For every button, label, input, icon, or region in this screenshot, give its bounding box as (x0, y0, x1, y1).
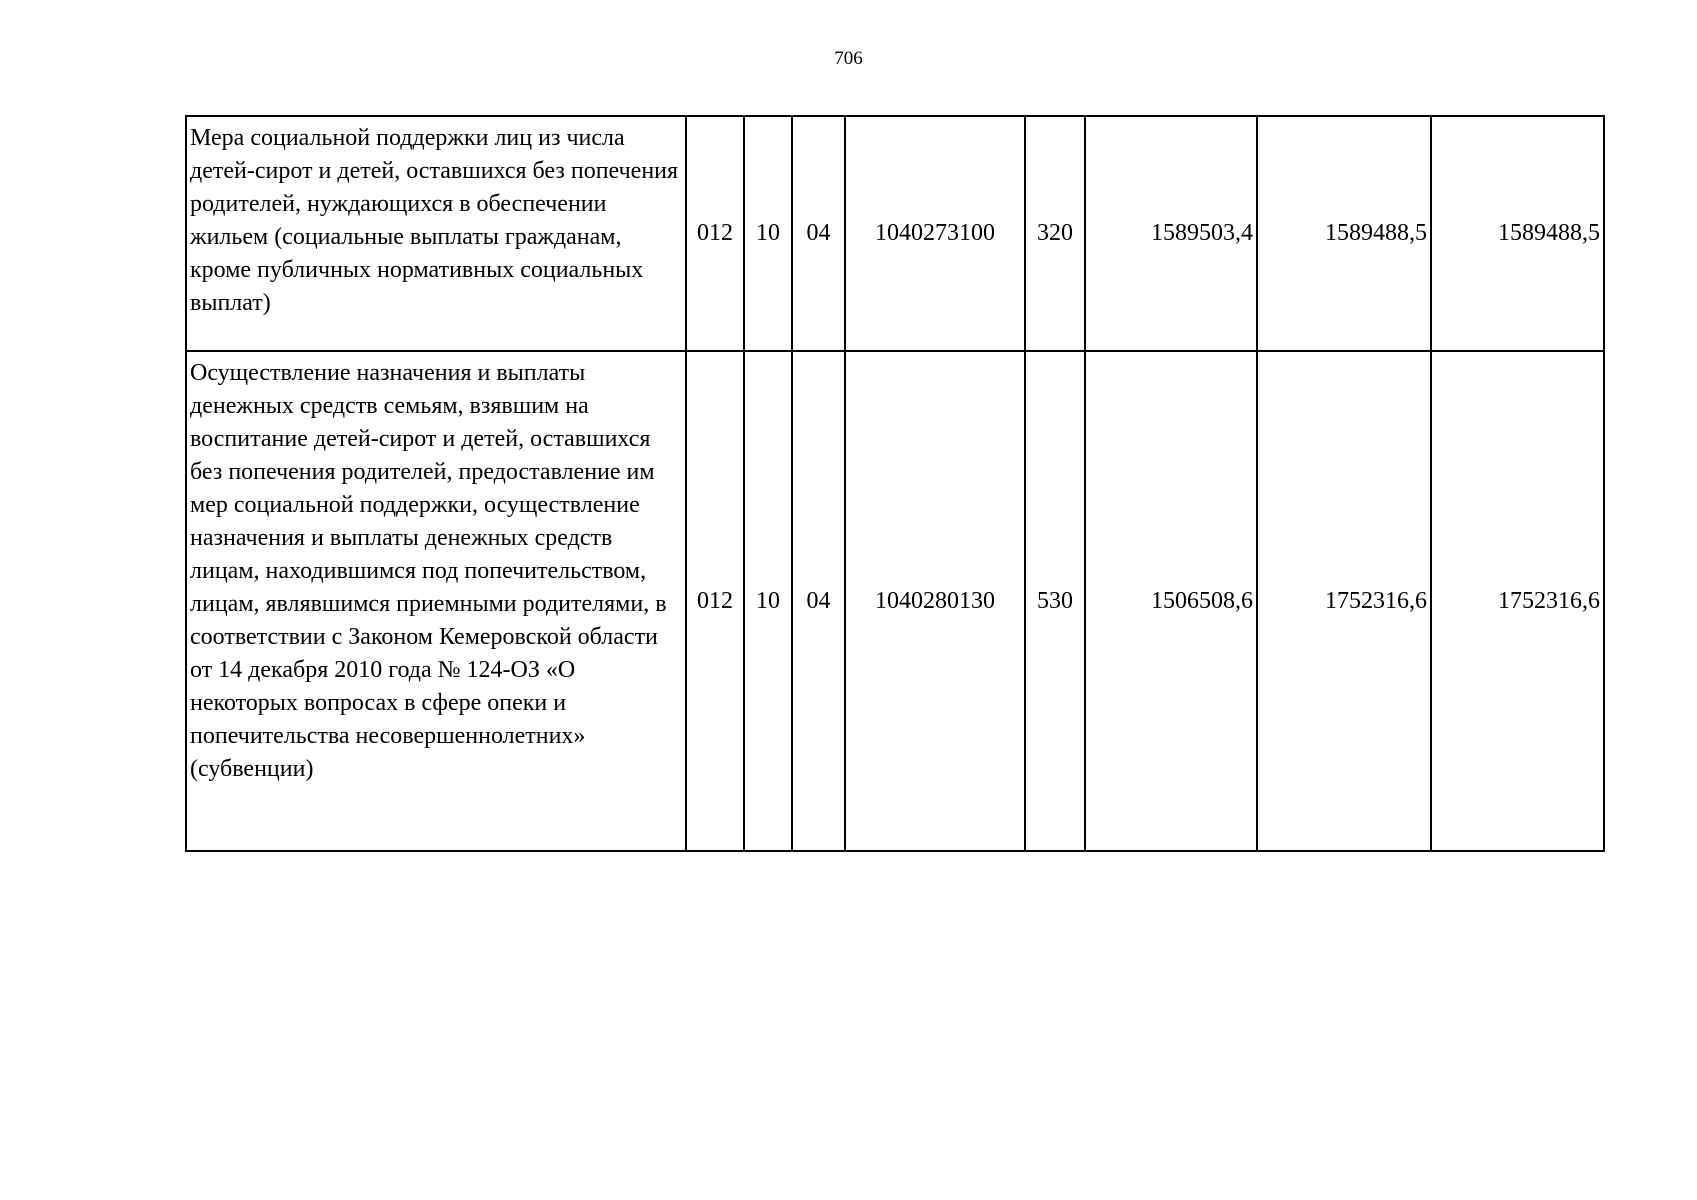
amount-2-cell: 1752316,6 (1257, 351, 1431, 851)
table-row (186, 116, 1604, 351)
section-cell: 10 (744, 351, 792, 851)
target-article-cell: 1040273100 (845, 116, 1025, 351)
row-description: Мера социальной поддержки лиц из числа детей-сирот и детей, оставшихся без попечения родителей, нуждающихся в обеспечении жильем (социальные выплаты гражданам, кроме публичных нормативных социальных выплат) (186, 116, 686, 351)
amount-3-cell: 1752316,6 (1431, 351, 1604, 851)
amount-1-cell: 1589503,4 (1085, 116, 1257, 351)
page-number: 706 (834, 48, 863, 69)
subsection-cell: 04 (792, 351, 845, 851)
expense-type-cell: 320 (1025, 116, 1085, 351)
subsection-cell: 04 (792, 116, 845, 351)
target-article-cell: 1040280130 (845, 351, 1025, 851)
section-cell: 10 (744, 116, 792, 351)
table-row (186, 351, 1604, 851)
ministry-code-cell: 012 (686, 351, 744, 851)
ministry-code-cell: 012 (686, 116, 744, 351)
amount-3-cell: 1589488,5 (1431, 116, 1604, 351)
expense-type-cell: 530 (1025, 351, 1085, 851)
budget-table (185, 115, 1605, 852)
amount-2-cell: 1589488,5 (1257, 116, 1431, 351)
row-description: Осуществление назначения и выплаты денежных средств семьям, взявшим на воспитание детей-сирот и детей, оставшихся без попечения родителей, предоставление им мер социальной поддержки, осуществление назначения и выплаты денежных средств лицам, находившимся под попечительством, лицам, являвшимся приемными родителями, в соответствии с Законом Кемеровской области от 14 декабря 2010 года № 124-ОЗ «О некоторых вопросах в сфере опеки и попечительства несовершеннолетних» (субвенции) (186, 351, 686, 851)
amount-1-cell: 1506508,6 (1085, 351, 1257, 851)
